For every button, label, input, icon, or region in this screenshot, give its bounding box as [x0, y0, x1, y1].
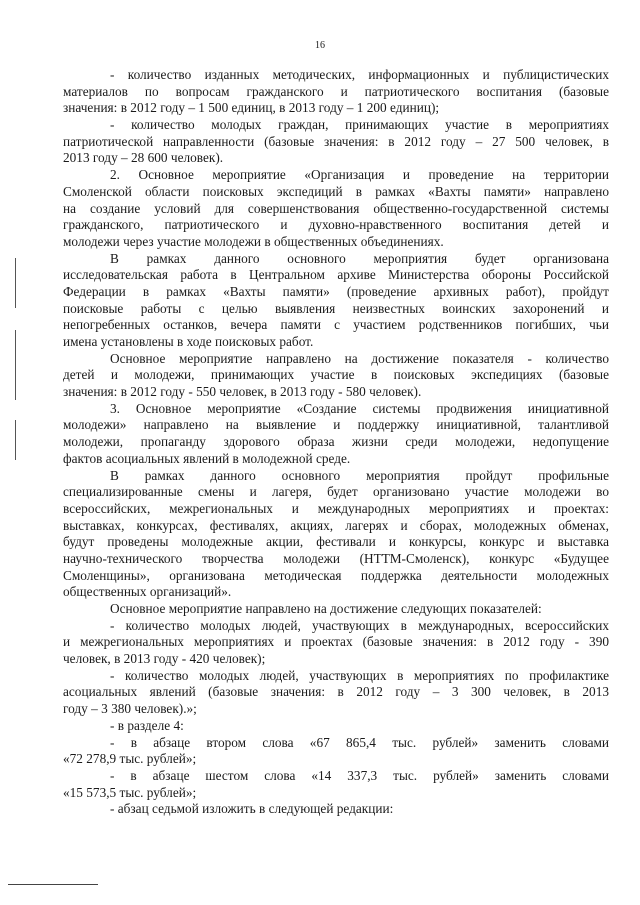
text-line: будут проведены молодежные акции, фестивали и конкурсы, конкурс и выставка — [63, 534, 609, 550]
text-line: человек, в 2013 году - 420 человек); — [63, 651, 266, 667]
text-line: «15 573,5 тыс. рублей»; — [63, 784, 197, 800]
text-line: асоциальных явлений (базовые значения: в 2012 году – 3 300 человек, в 2013 — [63, 684, 609, 700]
text-line: Смоленщины», организована методическая поддержка деятельности молодежных — [63, 567, 609, 583]
text-line: молодежи через участие молодежи в общественных объединениях. — [63, 233, 444, 249]
text-line: Смоленской области поисковых экспедиций в рамках «Вахты памяти» направлено — [63, 183, 609, 199]
text-line: - количество молодых граждан, принимающих участие в мероприятиях — [110, 117, 609, 133]
text-line: молодежи, пропаганду здорового образа жизни среди молодежи, недопущение — [63, 434, 609, 450]
text-line: - количество молодых людей, участвующих в международных, всероссийских — [110, 617, 609, 633]
text-line: научно-технического творчества молодежи (НТТМ-Смоленск), конкурс «Будущее — [63, 550, 609, 566]
text-line: 2. Основное мероприятие «Организация и проведение на территории — [110, 167, 609, 183]
text-line: гражданского, патриотического и духовно-нравственного воспитания детей и — [63, 217, 609, 233]
text-line: - абзац седьмой изложить в следующей редакции: — [110, 801, 394, 817]
document-body — [63, 67, 609, 818]
text-line: всероссийских, межрегиональных и международных мероприятиях и проектах: — [63, 500, 609, 516]
text-line: - количество молодых людей, участвующих в мероприятиях по профилактике — [110, 667, 609, 683]
text-line: году – 3 380 человек).»; — [63, 701, 197, 717]
text-line: фактов асоциальных явлений в молодежной среде. — [63, 450, 351, 466]
text-line: имена установлены в ходе поисковых работ. — [63, 334, 314, 349]
text-line: - в разделе 4: — [110, 717, 184, 733]
text-line: В рамках данного основного мероприятия пройдут профильные — [110, 467, 609, 483]
text-line: Федерации в рамках «Вахты памяти» (проведение архивных работ), пройдут — [63, 283, 609, 299]
text-line: - в абзаце шестом слова «14 337,3 тыс. рублей» заменить словами — [110, 767, 609, 783]
text-line: «72 278,9 тыс. рублей»; — [63, 751, 197, 767]
text-line: непогребенных останков, вечера памяти с участием родственников погибших, чьи — [63, 317, 609, 333]
text-line: специализированные смены и лагеря, будет организовано участие молодежи во — [63, 484, 609, 500]
text-line: выставках, конкурсах, фестивалях, акциях, лагерях и сборах, молодежных обменах, — [63, 517, 609, 533]
text-line: В рамках данного основного мероприятия будет организована — [110, 250, 609, 266]
text-line: значения: в 2012 году - 550 человек, в 2013 году - 580 человек). — [63, 384, 422, 400]
text-line: молодежи» направлено на выявление и поддержку инициативной, талантливой — [63, 417, 609, 433]
text-line: детей и молодежи, принимающих участие в поисковых экспедициях (базовые — [63, 367, 609, 383]
text-line: - количество изданных методических, информационных и публицистических — [110, 67, 609, 82]
text-line: на создание условий для совершенствования общественно-государственной системы — [63, 200, 609, 216]
text-line: Основное мероприятие направлено на достижение следующих показателей: — [110, 601, 542, 616]
page-number: 16 — [315, 40, 325, 51]
text-line: значения: в 2012 году – 1 500 единиц, в 2013 году – 1 200 единиц); — [63, 100, 440, 116]
text-line: - в абзаце втором слова «67 865,4 тыс. рублей» заменить словами — [110, 734, 609, 750]
text-line: исследовательская работа в Центральном архиве Министерства обороны Российской — [63, 267, 609, 283]
footnote-rule — [8, 884, 98, 885]
text-line: 3. Основное мероприятие «Создание системы продвижения инициативной — [110, 400, 609, 416]
text-line: 2013 году – 28 600 человек). — [63, 150, 224, 166]
text-line: Основное мероприятие направлено на достижение показателя - количество — [110, 350, 609, 366]
text-line: и межрегиональных мероприятиях и проектах (базовые значения: в 2012 году - 390 — [63, 634, 609, 650]
text-line: поисковые работы с целью выявления неизвестных воинских захоронений и — [63, 300, 609, 316]
text-line: патриотической направленности (базовые значения: в 2012 году – 27 500 человек, в — [63, 133, 609, 149]
text-line: общественных организаций». — [63, 584, 232, 600]
text-line: материалов по вопросам гражданского и патриотического воспитания (базовые — [63, 83, 609, 99]
